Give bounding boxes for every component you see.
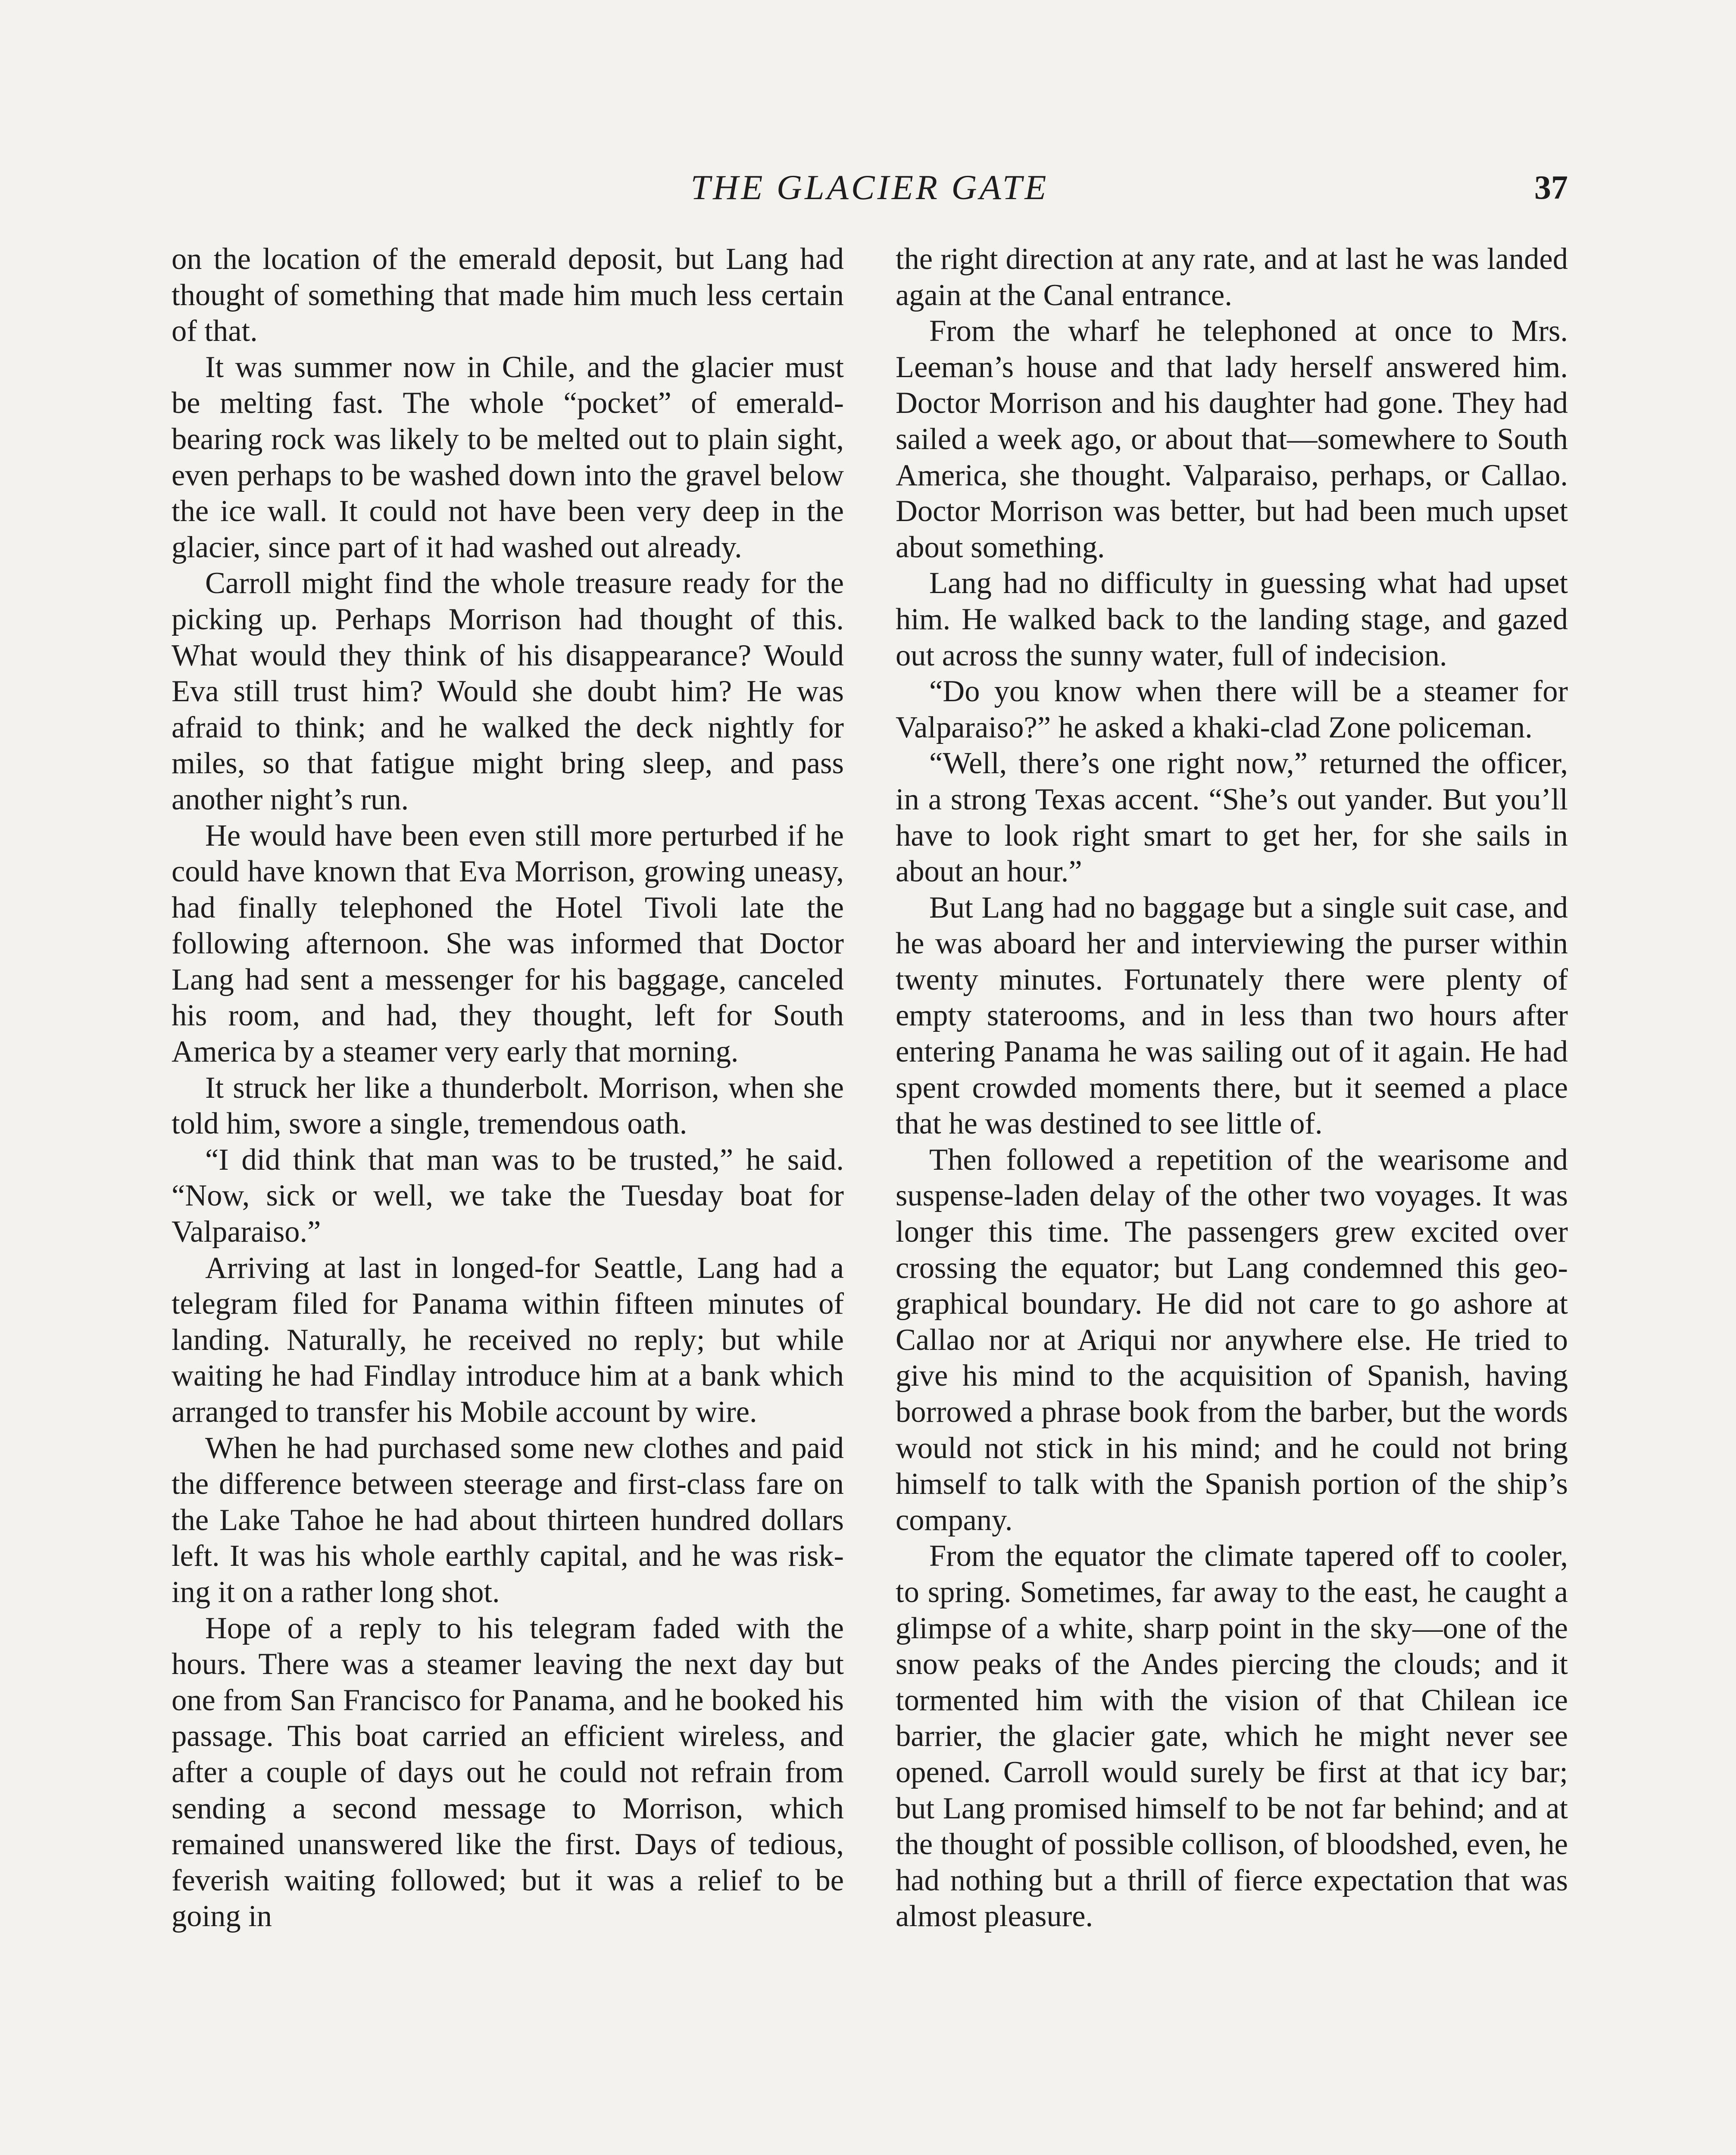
paragraph: From the wharf he telephoned at once to Mrs. Leeman’s house and that lady herself answered him. Doctor Morrison and his daughter had gone. They had sailed a week ago, or about that—somewhere to South America, she thought. Valparaiso, perhaps, or Callao. Doctor Morrison was better, but had been much upset about something. (896, 314, 1568, 564)
paragraph: “Do you know when there will be a steamer for Valparaiso?” he asked a khaki-clad Zone policeman. (896, 675, 1568, 744)
paragraph: But Lang had no baggage but a single suit case, and he was aboard her and interviewing the purser within twenty minutes. Fortunately there were plenty of empty staterooms, and in less than two hours after entering Panama he was sailing out of it again. He had spent crowded moments there, but it seemed a place that he was destined to see little of. (896, 890, 1568, 1141)
paragraph: Arriving at last in longed-for Seattle, Lang had a telegram filed for Panama within fifteen minutes of landing. Naturally, he received no reply; but while waiting he had Findlay introduce him at a bank which arranged to transfer his Mobile account by wire. (172, 1251, 844, 1429)
paragraph: He would have been even still more perturbed if he could have known that Eva Morrison, growing uneasy, had finally telephoned the Hotel Tivoli late the following afternoon. She was informed that Doctor Lang had sent a messenger for his baggage, canceled his room, and had, they thought, left for South America by a steamer very early that morning. (172, 818, 844, 1069)
paragraph: on the location of the emerald deposit, but Lang had thought of something that made him much less certain of that. (172, 242, 844, 348)
paragraph: Lang had no difficulty in guessing what had upset him. He walked back to the landing stage, and gazed out across the sunny water, full of indecision. (896, 566, 1568, 672)
text-column-left (172, 241, 844, 1935)
paragraph: the right direction at any rate, and at last he was landed again at the Canal entrance. (896, 242, 1568, 312)
paragraph: Carroll might find the whole treasure ready for the picking up. Perhaps Morrison had thought of this. What would they think of his disappearance? Would Eva still trust him? Would she doubt him? He was afraid to think; and he walked the deck nightly for miles, so that fatigue might bring sleep, and pass another night’s run. (172, 566, 844, 816)
page-number: 37 (1534, 169, 1568, 206)
paragraph: When he had purchased some new clothes and paid the difference between steerage and first-class fare on the Lake Tahoe he had about thirteen hundred dollars left. It was his whole earthly capital, and he was risking it on a rather long shot. (172, 1431, 844, 1609)
running-title: THE GLACIER GATE (690, 168, 1049, 207)
page-header (172, 164, 1568, 211)
paragraph: It struck her like a thunderbolt. Morrison, when she told him, swore a single, tremendous oath. (172, 1071, 844, 1141)
paragraph: From the equator the climate tapered off to cooler, to spring. Sometimes, far away to the east, he caught a glimpse of a white, sharp point in the sky—one of the snow peaks of the Andes piercing the clouds; and it tormented him with the vision of that Chilean ice barrier, the glacier gate, which he might never see opened. Carroll would surely be first at that icy bar; but Lang promised himself to be not far behind; and at the thought of possible collison, of bloodshed, even, he had nothing but a thrill of fierce expectation that was almost pleasure. (896, 1539, 1568, 1933)
paragraph: Then followed a repetition of the wearisome and suspense-laden delay of the other two voyages. It was longer this time. The passengers grew excited over crossing the equator; but Lang condemned this geographical boundary. He did not care to go ashore at Callao nor at Ariqui nor anywhere else. He tried to give his mind to the acquisition of Spanish, having borrowed a phrase book from the barber, but the words would not stick in his mind; and he could not bring himself to talk with the Spanish portion of the ship’s company. (896, 1143, 1568, 1537)
paragraph: It was summer now in Chile, and the glacier must be melting fast. The whole “pocket” of emerald-bearing rock was likely to be melted out to plain sight, even perhaps to be washed down into the gravel below the ice wall. It could not have been very deep in the glacier, since part of it had washed out already. (172, 350, 844, 564)
text-column-right (896, 241, 1568, 1935)
paragraph: “I did think that man was to be trusted,” he said. “Now, sick or well, we take the Tuesday boat for Valparaiso.” (172, 1143, 844, 1249)
paragraph: “Well, there’s one right now,” returned the officer, in a strong Texas accent. “She’s out yander. But you’ll have to look right smart to get her, for she sails in about an hour.” (896, 746, 1568, 889)
paragraph: Hope of a reply to his telegram faded with the hours. There was a steamer leaving the next day but one from San Francisco for Panama, and he booked his passage. This boat carried an efficient wireless, and after a couple of days out he could not refrain from sending a second message to Morrison, which remained unanswered like the first. Days of tedious, feverish waiting followed; but it was a relief to be going in (172, 1611, 844, 1933)
